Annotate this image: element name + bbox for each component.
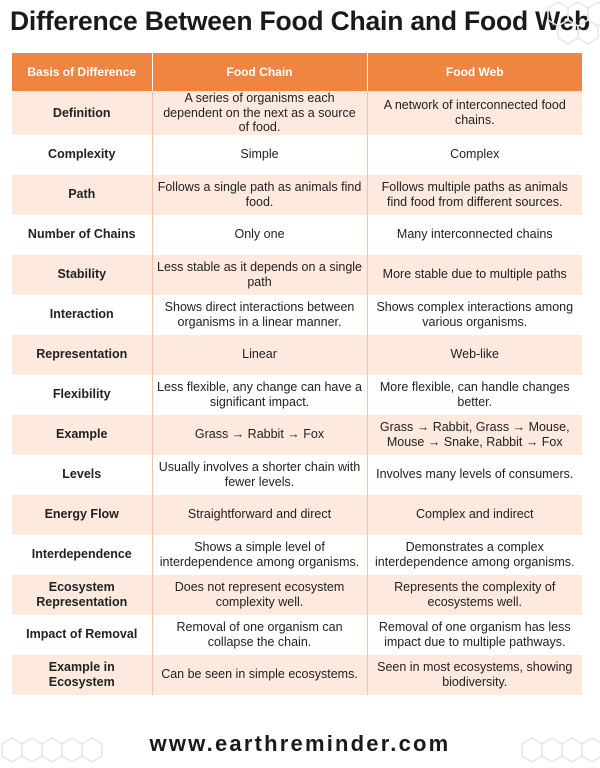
basis-cell: Flexibility [12, 375, 152, 415]
basis-cell: Impact of Removal [12, 615, 152, 655]
basis-cell: Path [12, 175, 152, 215]
food-web-cell: Involves many levels of consumers. [367, 455, 582, 495]
basis-cell: Example in Ecosystem [12, 655, 152, 695]
basis-cell: Stability [12, 255, 152, 295]
food-chain-cell: Removal of one organism can collapse the chain. [152, 615, 367, 655]
table-row [12, 335, 582, 375]
table-row [12, 615, 582, 655]
food-web-cell: Removal of one organism has less impact due to multiple pathways. [367, 615, 582, 655]
food-web-cell: Grass → Rabbit, Grass → Mouse, Mouse → Snake, Rabbit → Fox [367, 415, 582, 455]
column-header-food-web: Food Web [367, 53, 582, 91]
food-web-cell: Many interconnected chains [367, 215, 582, 255]
basis-cell: Interaction [12, 295, 152, 335]
food-web-cell: Complex [367, 135, 582, 175]
table-row [12, 575, 582, 615]
food-web-cell: More flexible, can handle changes better. [367, 375, 582, 415]
table-row [12, 255, 582, 295]
food-chain-cell: Less stable as it depends on a single path [152, 255, 367, 295]
table-row [12, 375, 582, 415]
website-url: www.earthreminder.com [149, 731, 451, 756]
table-row [12, 295, 582, 335]
table-row [12, 535, 582, 575]
basis-cell: Energy Flow [12, 495, 152, 535]
food-chain-cell: Usually involves a shorter chain with fewer levels. [152, 455, 367, 495]
food-chain-cell: Follows a single path as animals find food. [152, 175, 367, 215]
food-chain-cell: Grass → Rabbit → Fox [152, 415, 367, 455]
table-row [12, 495, 582, 535]
basis-cell: Interdependence [12, 535, 152, 575]
food-chain-cell: Shows a simple level of interdependence among organisms. [152, 535, 367, 575]
food-web-cell: A network of interconnected food chains. [367, 91, 582, 135]
basis-cell: Levels [12, 455, 152, 495]
table-row [12, 415, 582, 455]
hexagon-pattern-icon [538, 0, 600, 50]
food-web-cell: Web-like [367, 335, 582, 375]
comparison-table [12, 53, 582, 695]
food-chain-cell: Does not represent ecosystem complexity well. [152, 575, 367, 615]
table-row [12, 175, 582, 215]
basis-cell: Example [12, 415, 152, 455]
food-chain-cell: Shows direct interactions between organisms in a linear manner. [152, 295, 367, 335]
column-header-basis: Basis of Difference [12, 53, 152, 91]
food-chain-cell: Straightforward and direct [152, 495, 367, 535]
food-chain-cell: Can be seen in simple ecosystems. [152, 655, 367, 695]
basis-cell: Ecosystem Representation [12, 575, 152, 615]
table-row [12, 655, 582, 695]
basis-cell: Definition [12, 91, 152, 135]
basis-cell: Number of Chains [12, 215, 152, 255]
table-row [12, 455, 582, 495]
food-chain-cell: Less flexible, any change can have a significant impact. [152, 375, 367, 415]
table-row [12, 215, 582, 255]
food-web-cell: More stable due to multiple paths [367, 255, 582, 295]
page-title: Difference Between Food Chain and Food Web [9, 6, 591, 36]
food-chain-cell: A series of organisms each dependent on the next as a source of food. [152, 91, 367, 135]
food-chain-cell: Simple [152, 135, 367, 175]
column-header-food-chain: Food Chain [152, 53, 367, 91]
food-web-cell: Follows multiple paths as animals find food from different sources. [367, 175, 582, 215]
food-web-cell: Shows complex interactions among various organisms. [367, 295, 582, 335]
food-web-cell: Seen in most ecosystems, showing biodiversity. [367, 655, 582, 695]
table-row [12, 91, 582, 135]
food-chain-cell: Only one [152, 215, 367, 255]
basis-cell: Representation [12, 335, 152, 375]
food-web-cell: Complex and indirect [367, 495, 582, 535]
food-web-cell: Represents the complexity of ecosystems well. [367, 575, 582, 615]
food-chain-cell: Linear [152, 335, 367, 375]
food-web-cell: Demonstrates a complex interdependence among organisms. [367, 535, 582, 575]
table-header-row [12, 53, 582, 91]
table-row [12, 135, 582, 175]
basis-cell: Complexity [12, 135, 152, 175]
